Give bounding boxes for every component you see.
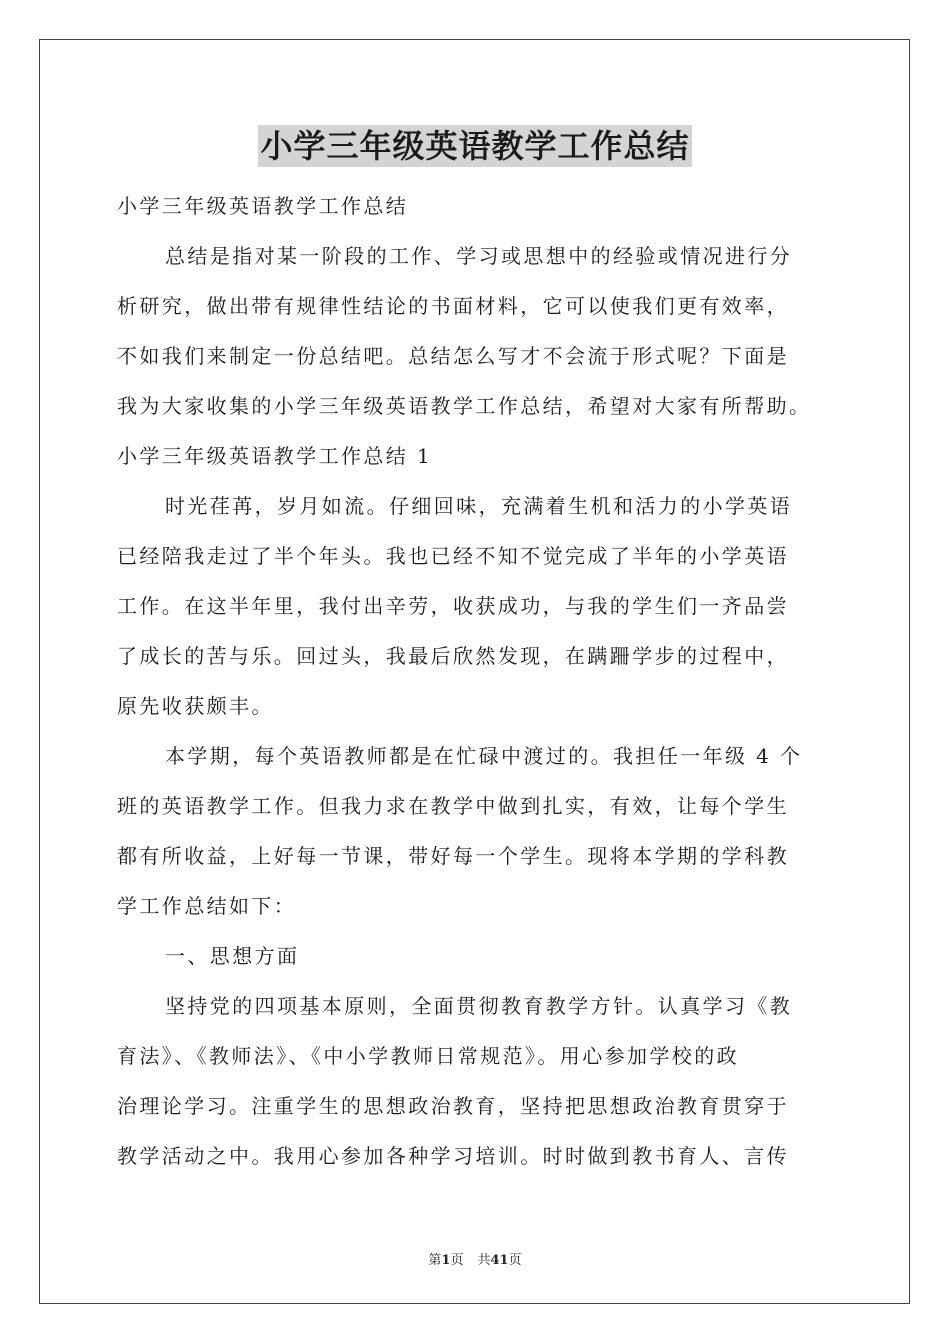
paragraph-line: 不如我们来制定一份总结吧。总结怎么写才不会流于形式呢？下面是: [117, 344, 789, 368]
total-pages: 41: [490, 1253, 509, 1268]
page-number: 1: [441, 1253, 451, 1268]
paragraph-line: 总结是指对某一阶段的工作、学习或思想中的经验或情况进行分: [165, 244, 793, 268]
paragraph-line: 已经陪我走过了半个年头。我也已经不知不觉完成了半年的小学英语: [117, 544, 789, 568]
paragraph-line: 我为大家收集的小学三年级英语教学工作总结，希望对大家有所帮助。: [117, 394, 812, 418]
paragraph-line: 坚持党的四项基本原则，全面贯彻教育教学方针。认真学习《教: [165, 994, 793, 1018]
page-footer: [0, 1249, 950, 1268]
paragraph-line: 析研究，做出带有规律性结论的书面材料，它可以使我们更有效率，: [117, 294, 789, 318]
paragraph-line: 育法》、《教师法》、《中小学教师日常规范》。用心参加学校的政: [117, 1044, 739, 1068]
paragraph-line: 治理论学习。注重学生的思想政治教育，坚持把思想政治教育贯穿于: [117, 1094, 789, 1118]
paragraph-line: 本学期，每个英语教师都是在忙碌中渡过的。我担任一年级 4 个: [165, 744, 803, 768]
subtitle-line: 小学三年级英语教学工作总结: [117, 194, 409, 218]
paragraph-line: 时光荏苒，岁月如流。仔细回味，充满着生机和活力的小学英语: [165, 494, 793, 518]
page-title: 小学三年级英语教学工作总结: [260, 127, 690, 165]
title-container: [0, 125, 950, 167]
paragraph-line: 原先收获颇丰。: [117, 694, 274, 718]
paragraph-line: 都有所收益，上好每一节课，带好每一个学生。现将本学期的学科教: [117, 844, 789, 868]
section-heading: 一、思想方面: [165, 944, 300, 968]
paragraph-line: 学工作总结如下：: [117, 894, 297, 918]
document-body: [117, 181, 837, 1181]
page-prefix: 第: [428, 1253, 442, 1268]
section-heading: 小学三年级英语教学工作总结 1: [117, 444, 433, 468]
paragraph-line: 教学活动之中。我用心参加各种学习培训。时时做到教书育人、言传: [117, 1144, 789, 1168]
page-suffix: 页: [450, 1253, 464, 1268]
paragraph-line: 工作。在这半年里，我付出辛劳，收获成功，与我的学生们一齐品尝: [117, 594, 789, 618]
paragraph-line: 班的英语教学工作。但我力求在教学中做到扎实，有效，让每个学生: [117, 794, 789, 818]
total-suffix: 页: [508, 1253, 522, 1268]
paragraph-line: 了成长的苦与乐。回过头，我最后欣然发现，在蹒跚学步的过程中，: [117, 644, 789, 668]
total-prefix: 共: [477, 1253, 491, 1268]
